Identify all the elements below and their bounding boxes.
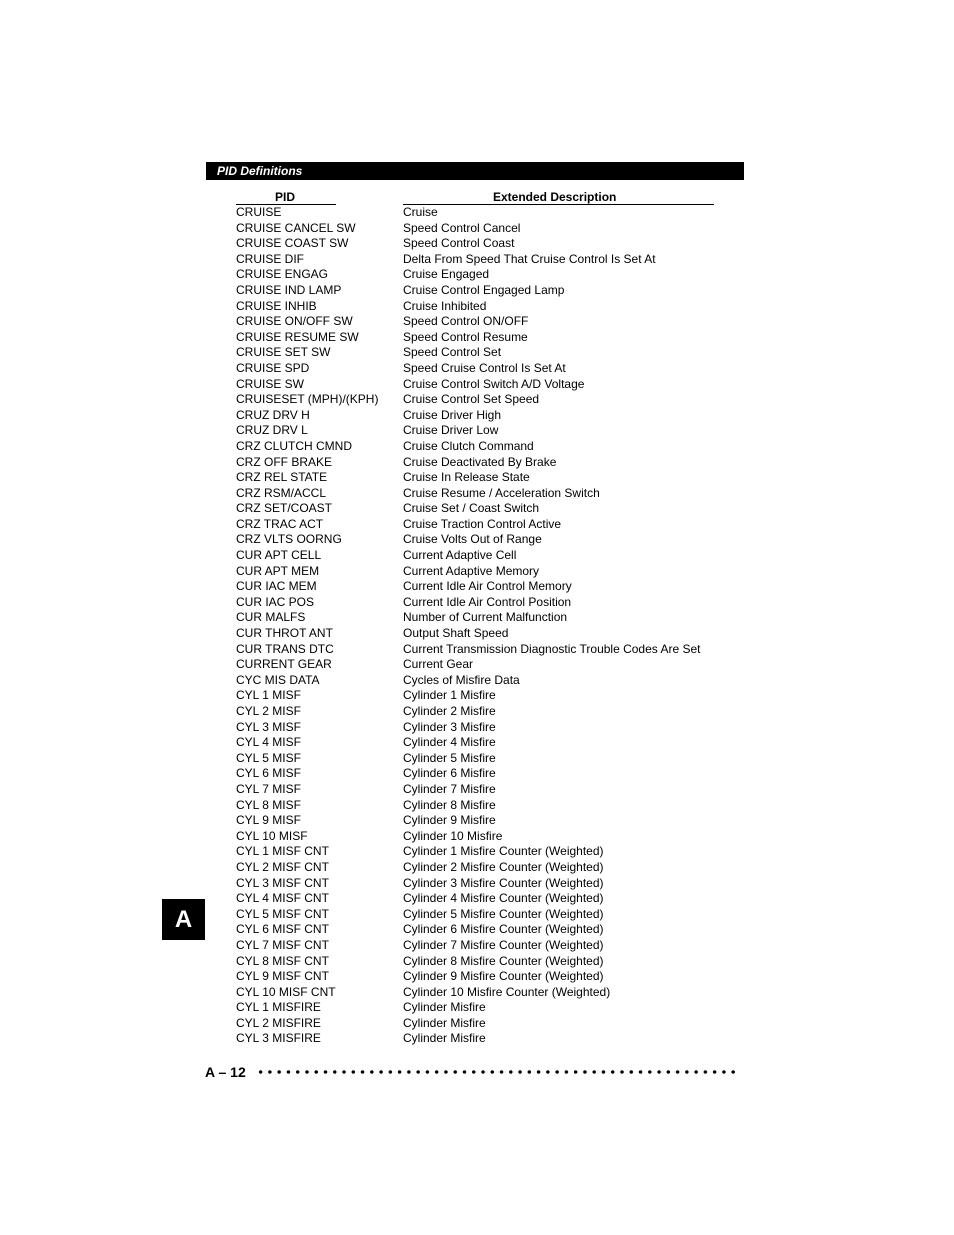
pid-cell: CYL 5 MISF — [236, 750, 301, 765]
description-cell: Cylinder 7 Misfire Counter (Weighted) — [403, 937, 604, 952]
description-cell: Number of Current Malfunction — [403, 610, 568, 625]
description-cell: Cruise Control Engaged Lamp — [403, 282, 565, 297]
table-row — [236, 283, 736, 299]
description-cell: Cruise Deactivated By Brake — [403, 454, 557, 469]
pid-cell: CYL 6 MISF — [236, 766, 301, 781]
table-row — [236, 548, 736, 564]
description-cell: Cruise Control Switch A/D Voltage — [403, 376, 585, 391]
description-cell: Cylinder 5 Misfire — [403, 750, 496, 765]
table-row — [236, 579, 736, 595]
pid-cell: CRUISE CANCEL SW — [236, 220, 356, 235]
description-cell: Cylinder 8 Misfire — [403, 797, 496, 812]
table-row — [236, 236, 736, 252]
pid-cell: CRUISE RESUME SW — [236, 329, 359, 344]
pid-cell: CUR THROT ANT — [236, 626, 333, 641]
table-row — [236, 455, 736, 471]
pid-cell: CRZ TRAC ACT — [236, 516, 324, 531]
table-row — [236, 813, 736, 829]
pid-cell: CYL 7 MISF — [236, 781, 301, 796]
pid-cell: CYL 6 MISF CNT — [236, 922, 329, 937]
pid-cell: CYL 10 MISF — [236, 828, 308, 843]
table-row — [236, 720, 736, 736]
pid-cell: CYL 9 MISF — [236, 813, 301, 828]
pid-cell: CRUISE INHIB — [236, 298, 317, 313]
table-row — [236, 642, 736, 658]
table-row — [236, 969, 736, 985]
description-cell: Speed Control ON/OFF — [403, 314, 529, 329]
description-cell: Cylinder Misfire — [403, 1015, 486, 1030]
pid-cell: CYL 3 MISF — [236, 719, 301, 734]
table-row — [236, 345, 736, 361]
table-row — [236, 1000, 736, 1016]
footer-dot-leader — [256, 1069, 738, 1075]
pid-cell: CUR TRANS DTC — [236, 641, 334, 656]
pid-cell: CRUISE COAST SW — [236, 236, 349, 251]
description-cell: Current Adaptive Memory — [403, 563, 540, 578]
table-row — [236, 1031, 736, 1047]
table-row — [236, 205, 736, 221]
table-row — [236, 876, 736, 892]
description-column-header — [403, 190, 714, 205]
pid-cell: CYL 8 MISF — [236, 797, 301, 812]
table-row — [236, 735, 736, 751]
description-cell: Cylinder 1 Misfire — [403, 688, 496, 703]
description-cell: Speed Control Cancel — [403, 220, 521, 235]
table-row — [236, 954, 736, 970]
table-row — [236, 860, 736, 876]
pid-cell: CYL 2 MISFIRE — [236, 1015, 321, 1030]
appendix-tab — [162, 899, 205, 940]
description-cell: Delta From Speed That Cruise Control Is Set At — [403, 251, 656, 266]
table-row — [236, 314, 736, 330]
table-row — [236, 299, 736, 315]
table-row — [236, 532, 736, 548]
table-row — [236, 408, 736, 424]
pid-cell: CRZ OFF BRAKE — [236, 454, 333, 469]
table-row — [236, 361, 736, 377]
table-row — [236, 439, 736, 455]
pid-column-header — [236, 190, 336, 205]
description-cell: Cruise Traction Control Active — [403, 516, 562, 531]
description-cell: Output Shaft Speed — [403, 626, 509, 641]
pid-cell: CUR IAC POS — [236, 594, 315, 609]
table-row — [236, 517, 736, 533]
table-row — [236, 1016, 736, 1032]
pid-cell: CYL 2 MISF CNT — [236, 859, 329, 874]
description-cell: Cylinder 3 Misfire — [403, 719, 496, 734]
description-cell: Cylinder 4 Misfire Counter (Weighted) — [403, 891, 604, 906]
pid-cell: CUR IAC MEM — [236, 579, 317, 594]
description-cell: Cylinder 10 Misfire — [403, 828, 503, 843]
table-row — [236, 626, 736, 642]
table-row — [236, 221, 736, 237]
pid-cell: CRUISE ENGAG — [236, 267, 329, 282]
pid-cell: CRZ REL STATE — [236, 470, 328, 485]
table-row — [236, 486, 736, 502]
pid-cell: CYL 7 MISF CNT — [236, 937, 329, 952]
description-cell: Cylinder 2 Misfire — [403, 704, 496, 718]
pid-cell: CRZ SET/COAST — [236, 501, 333, 516]
pid-cell: CRUISE SET SW — [236, 345, 331, 360]
description-cell: Cylinder 6 Misfire — [403, 766, 496, 781]
description-cell: Cruise Control Set Speed — [403, 392, 540, 407]
pid-cell: CRZ VLTS OORNG — [236, 532, 342, 547]
pid-cell: CRZ CLUTCH CMND — [236, 438, 352, 453]
description-cell: Cylinder 6 Misfire Counter (Weighted) — [403, 922, 604, 937]
description-cell: Cruise Resume / Acceleration Switch — [403, 485, 600, 500]
description-cell: Current Idle Air Control Position — [403, 594, 572, 609]
description-cell: Cruise Clutch Command — [403, 438, 534, 453]
pid-cell: CURRENT GEAR — [236, 657, 332, 672]
table-row — [236, 673, 736, 689]
description-cell: Speed Cruise Control Is Set At — [403, 360, 566, 375]
pid-header-label: PID — [275, 190, 296, 204]
description-cell: Cruise Set / Coast Switch — [403, 501, 540, 516]
description-cell: Cylinder 7 Misfire — [403, 781, 496, 796]
table-row — [236, 595, 736, 611]
table-row — [236, 267, 736, 283]
description-cell: Current Transmission Diagnostic Trouble Codes Are Set — [403, 641, 701, 656]
description-cell: Cruise In Release State — [403, 470, 530, 485]
pid-cell: CRUISE SW — [236, 376, 305, 391]
table-row — [236, 330, 736, 346]
pid-cell: CYC MIS DATA — [236, 672, 320, 687]
description-cell: Cruise Volts Out of Range — [403, 532, 542, 547]
table-row — [236, 844, 736, 860]
pid-cell: CYL 1 MISF — [236, 688, 301, 703]
description-cell: Speed Control Resume — [403, 329, 528, 344]
table-row — [236, 688, 736, 704]
description-cell: Cruise Driver Low — [403, 423, 499, 438]
table-row — [236, 501, 736, 517]
table-row — [236, 766, 736, 782]
description-cell: Current Adaptive Cell — [403, 548, 517, 563]
pid-cell: CUR MALFS — [236, 610, 306, 625]
table-row — [236, 751, 736, 767]
pid-cell: CYL 9 MISF CNT — [236, 969, 329, 984]
table-row — [236, 798, 736, 814]
description-cell: Cylinder 3 Misfire Counter (Weighted) — [403, 875, 604, 890]
pid-cell: CRUISE SPD — [236, 360, 310, 375]
pid-cell: CYL 5 MISF CNT — [236, 906, 329, 921]
pid-cell: CRUISE DIF — [236, 251, 305, 266]
description-header-label: Extended Description — [493, 190, 617, 204]
pid-cell: CRUZ DRV L — [236, 423, 308, 438]
pid-cell: CYL 1 MISFIRE — [236, 1000, 321, 1015]
pid-cell: CYL 10 MISF CNT — [236, 984, 336, 999]
pid-cell: CYL 3 MISFIRE — [236, 1031, 321, 1046]
pid-cell: CYL 3 MISF CNT — [236, 875, 329, 890]
pid-cell: CRUISE ON/OFF SW — [236, 314, 353, 329]
pid-cell: CYL 2 MISF — [236, 704, 301, 718]
description-cell: Current Idle Air Control Memory — [403, 579, 572, 594]
page-number: A – 12 — [205, 1064, 246, 1080]
description-cell: Speed Control Coast — [403, 236, 515, 251]
table-row — [236, 377, 736, 393]
table-row — [236, 470, 736, 486]
description-cell: Cycles of Misfire Data — [403, 672, 520, 687]
pid-cell: CRUZ DRV H — [236, 407, 310, 422]
table-row — [236, 704, 736, 720]
table-row — [236, 610, 736, 626]
description-cell: Cylinder Misfire — [403, 1000, 486, 1015]
description-cell: Cylinder 9 Misfire Counter (Weighted) — [403, 969, 604, 984]
table-row — [236, 657, 736, 673]
table-row — [236, 252, 736, 268]
description-cell: Cylinder 10 Misfire Counter (Weighted) — [403, 984, 611, 999]
description-cell: Cruise — [403, 205, 438, 219]
pid-cell: CYL 1 MISF CNT — [236, 844, 329, 859]
description-cell: Cylinder 4 Misfire — [403, 735, 496, 750]
table-row — [236, 985, 736, 1001]
table-row — [236, 829, 736, 845]
pid-cell: CRUISE IND LAMP — [236, 282, 342, 297]
table-row — [236, 891, 736, 907]
description-cell: Current Gear — [403, 657, 474, 672]
table-row — [236, 392, 736, 408]
pid-cell: CRUISE — [236, 205, 282, 219]
table-row — [236, 564, 736, 580]
description-cell: Speed Control Set — [403, 345, 502, 360]
description-cell: Cylinder 8 Misfire Counter (Weighted) — [403, 953, 604, 968]
pid-cell: CYL 8 MISF CNT — [236, 953, 329, 968]
pid-cell: CUR APT MEM — [236, 563, 320, 578]
table-row — [236, 922, 736, 938]
pid-definitions-table — [236, 205, 736, 1047]
description-cell: Cylinder 9 Misfire — [403, 813, 496, 828]
description-cell: Cylinder Misfire — [403, 1031, 486, 1046]
table-row — [236, 907, 736, 923]
pid-cell: CRUISESET (MPH)/(KPH) — [236, 392, 379, 407]
table-row — [236, 423, 736, 439]
section-title-bar — [206, 162, 744, 180]
description-cell: Cruise Driver High — [403, 407, 502, 422]
description-cell: Cylinder 1 Misfire Counter (Weighted) — [403, 844, 604, 859]
table-row — [236, 938, 736, 954]
pid-cell: CYL 4 MISF CNT — [236, 891, 329, 906]
description-cell: Cylinder 5 Misfire Counter (Weighted) — [403, 906, 604, 921]
pid-cell: CUR APT CELL — [236, 548, 322, 563]
table-row — [236, 782, 736, 798]
description-cell: Cruise Inhibited — [403, 298, 487, 313]
pid-cell: CYL 4 MISF — [236, 735, 301, 750]
description-cell: Cruise Engaged — [403, 267, 490, 282]
description-cell: Cylinder 2 Misfire Counter (Weighted) — [403, 859, 604, 874]
pid-cell: CRZ RSM/ACCL — [236, 485, 327, 500]
appendix-tab-letter: A — [174, 906, 193, 933]
section-title: PID Definitions — [217, 164, 303, 178]
